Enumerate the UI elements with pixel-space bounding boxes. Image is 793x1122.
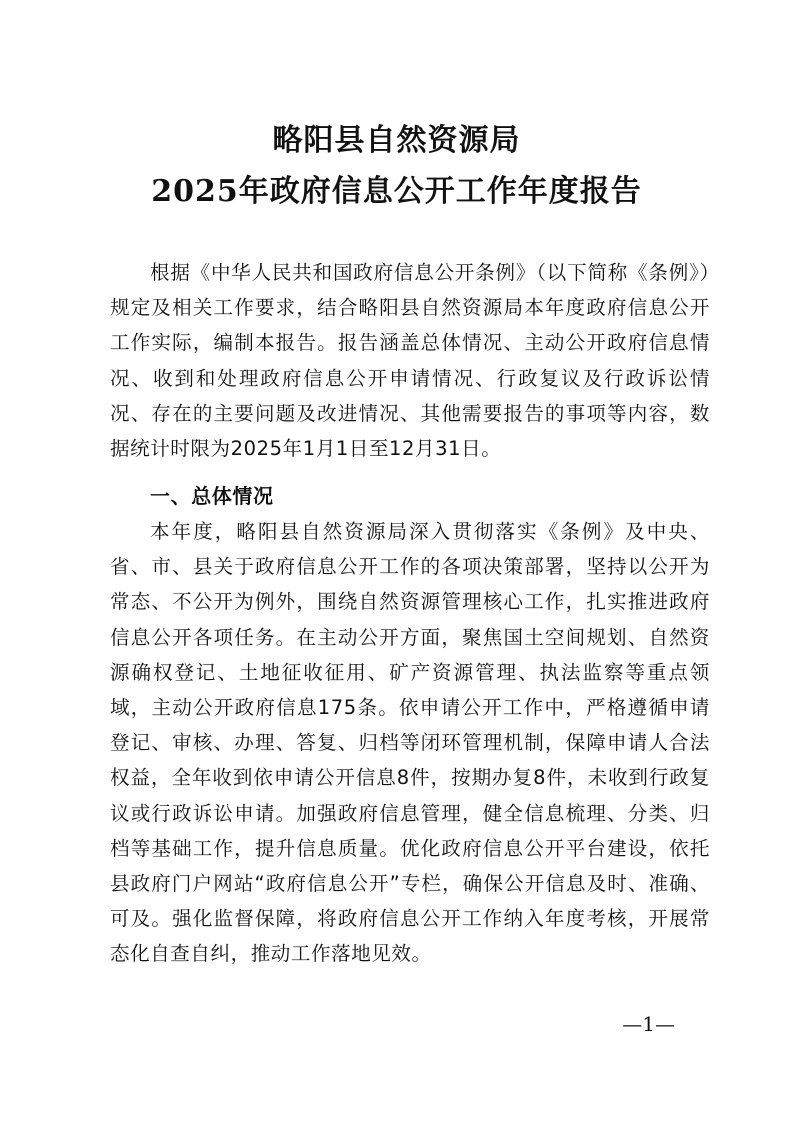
report-title-main: 2025年政府信息公开工作年度报告	[151, 174, 642, 209]
overview-paragraph: 本年度，略阳县自然资源局深入贯彻落实《条例》及中央、省、市、县关于政府信息公开工作的各项决策部署，坚持以公开为常态、不公开为例外，围绕自然资源管理核心工作，扎实推进政府信息公开各项任务。在主动公开方面，聚焦国土空间规划、自然资源确权登记、土地征收征用、矿产资源管理、执法监察等重点领域，主动公开政府信息175条。依申请公开工作中，严格遵循申请登记、审核、办理、答复、归档等闭环管理机制，保障申请人合法权益，全年收到依申请公开信息8件，按期办复8件，未收到行政复议或行政诉讼申请。加强政府信息管理，健全信息梳理、分类、归档等基础工作，提升信息质量。优化政府信息公开平台建设，依托县政府门户网站“政府信息公开”专栏，确保公开信息及时、准确、可及。强化监督保障，将政府信息公开工作纳入年度考核，开展常态化自查自纠，推动工作落地见效。	[110, 520, 710, 966]
page-number: —1—	[622, 1012, 675, 1036]
section-heading-overview: 一、总体情况	[150, 484, 274, 508]
intro-paragraph: 根据《中华人民共和国政府信息公开条例》（以下简称《条例》）规定及相关工作要求，结合略阳县自然资源局本年度政府信息公开工作实际，编制本报告。报告涵盖总体情况、主动公开政府信息情况、收到和处理政府信息公开申请情况、行政复议及行政诉讼情况、存在的主要问题及改进情况、其他需要报告的事项等内容，数据统计时限为2025年1月1日至12月31日。	[110, 261, 710, 461]
report-title-agency: 略阳县自然资源局	[272, 123, 521, 158]
